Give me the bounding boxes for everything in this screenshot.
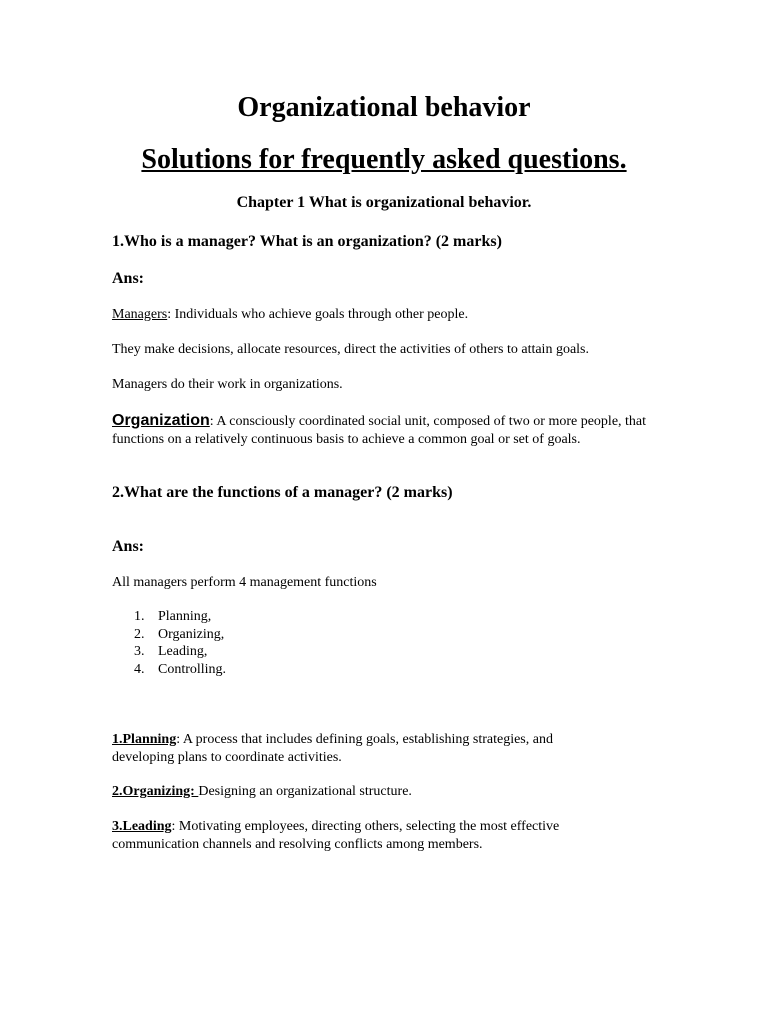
- managers-definition: [112, 306, 672, 324]
- functions-intro: All managers perform 4 management functions: [112, 575, 377, 590]
- list-item: [112, 626, 226, 644]
- managers-def-text: : Individuals who achieve goals through other people.: [167, 307, 469, 322]
- document-subtitle: [0, 144, 768, 176]
- list-label: Planning,: [158, 609, 212, 624]
- organization-def-text: : A consciously coordinated social unit, composed of two or more people, that functions on a relatively continuous basis to achieve a common goal or set of goals.: [112, 414, 647, 447]
- list-label: Controlling.: [158, 661, 227, 677]
- list-number: 3.: [134, 644, 145, 659]
- answer-2-label: Ans:: [112, 538, 145, 555]
- organization-definition: [112, 412, 660, 449]
- organizing-definition: [112, 783, 672, 801]
- question-2: 2.What are the functions of a manager? (2 marks): [112, 484, 453, 501]
- leading-term: 3.Leading: [112, 819, 172, 834]
- managers-line-2: They make decisions, allocate resources, direct the activities of others to attain goals.: [112, 342, 589, 357]
- leading-def-text: : Motivating employees, directing others, selecting the most effective communication channels and resolving conflicts among members.: [112, 819, 560, 852]
- planning-definition: [112, 731, 592, 767]
- organization-term: Organization: [112, 412, 210, 429]
- leading-definition: [112, 818, 602, 854]
- organizing-term: 2.Organizing:: [112, 784, 199, 799]
- question-1: 1.Who is a manager? What is an organization? (2 marks): [112, 233, 502, 250]
- document-title: Organizational behavior: [237, 92, 531, 123]
- managers-term: Managers: [112, 307, 168, 322]
- organizing-def-text: Designing an organizational structure.: [198, 784, 412, 799]
- list-item: [112, 661, 226, 679]
- functions-list: [112, 608, 226, 678]
- managers-line-3: Managers do their work in organizations.: [112, 377, 343, 392]
- planning-def-text: : A process that includes defining goals, establishing strategies, and developing plans to coordinate activities.: [112, 732, 553, 765]
- list-item: [112, 643, 226, 661]
- list-label: Organizing,: [158, 626, 225, 642]
- list-label: Leading,: [158, 644, 208, 659]
- list-number: 4.: [134, 661, 145, 677]
- document-subtitle-text: Solutions for frequently asked questions.: [141, 144, 627, 175]
- answer-1-label: Ans:: [112, 270, 145, 287]
- chapter-heading: Chapter 1 What is organizational behavior.: [236, 194, 532, 211]
- list-number: 2.: [134, 626, 145, 642]
- planning-term: 1.Planning: [112, 732, 177, 747]
- list-item: [112, 608, 226, 626]
- list-number: 1.: [134, 609, 145, 624]
